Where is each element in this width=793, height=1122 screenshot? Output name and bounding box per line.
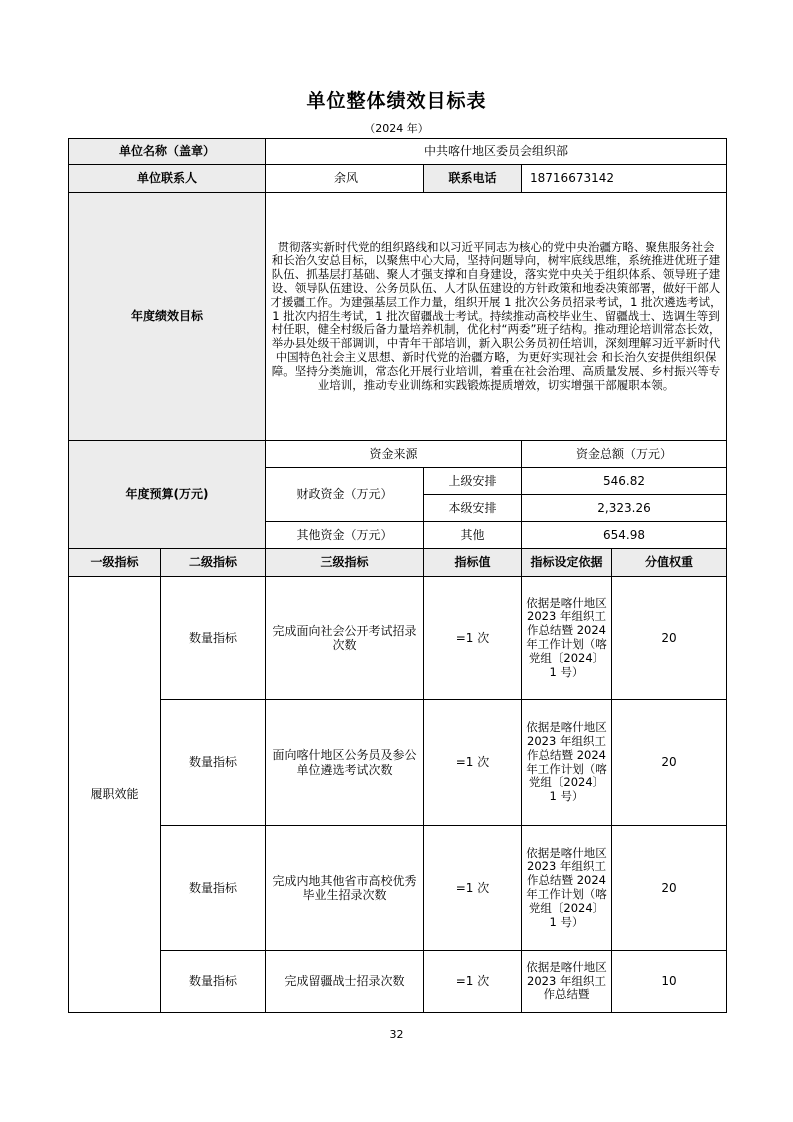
header-level3: 三级指标 <box>266 549 424 577</box>
level2-cell: 数量指标 <box>161 700 266 826</box>
table-row <box>69 577 727 700</box>
unit-name-value: 中共喀什地区委员会组织部 <box>266 139 727 165</box>
header-weight: 分值权重 <box>612 549 727 577</box>
contact-label: 单位联系人 <box>69 165 266 193</box>
other-label: 其他 <box>424 522 522 549</box>
page-title: 单位整体绩效目标表 <box>306 90 487 112</box>
upper-allocation-label: 上级安排 <box>424 468 522 495</box>
basis-cell: 依据是喀什地区 2023 年组织工作总结暨 <box>522 951 612 1013</box>
annual-goal-label: 年度绩效目标 <box>69 193 266 441</box>
level2-cell: 数量指标 <box>161 826 266 951</box>
level3-cell: 完成面向社会公开考试招录次数 <box>266 577 424 700</box>
level3-cell: 完成内地其他省市高校优秀毕业生招录次数 <box>266 826 424 951</box>
table-row <box>69 951 727 1013</box>
header-value: 指标值 <box>424 549 522 577</box>
header-level2: 二级指标 <box>161 549 266 577</box>
local-allocation-value: 2,323.26 <box>522 495 727 522</box>
level2-cell: 数量指标 <box>161 951 266 1013</box>
local-allocation-label: 本级安排 <box>424 495 522 522</box>
level2-cell: 数量指标 <box>161 577 266 700</box>
header-basis: 指标设定依据 <box>522 549 612 577</box>
basis-cell: 依据是喀什地区 2023 年组织工作总结暨 2024 年工作计划（喀党组〔2024〕1 号） <box>522 826 612 951</box>
basis-cell: 依据是喀什地区 2023 年组织工作总结暨 2024 年工作计划（喀党组〔2024〕1 号） <box>522 577 612 700</box>
value-cell: =1 次 <box>424 700 522 826</box>
other-value: 654.98 <box>522 522 727 549</box>
page-number: 32 <box>389 1028 404 1041</box>
performance-table <box>68 138 727 1013</box>
table-row <box>69 826 727 951</box>
year-label: （2024 年） <box>364 122 429 135</box>
level3-cell: 完成留疆战士招录次数 <box>266 951 424 1013</box>
weight-cell: 20 <box>612 577 727 700</box>
header-level1: 一级指标 <box>69 549 161 577</box>
level1-cell: 履职效能 <box>69 577 161 1013</box>
fund-source-header: 资金来源 <box>266 441 522 468</box>
value-cell: =1 次 <box>424 577 522 700</box>
value-cell: =1 次 <box>424 826 522 951</box>
weight-cell: 20 <box>612 826 727 951</box>
weight-cell: 20 <box>612 700 727 826</box>
upper-allocation-value: 546.82 <box>522 468 727 495</box>
basis-cell: 依据是喀什地区 2023 年组织工作总结暨 2024 年工作计划（喀党组〔2024〕1 号） <box>522 700 612 826</box>
budget-label: 年度预算(万元) <box>69 441 266 549</box>
fund-total-header: 资金总额（万元） <box>522 441 727 468</box>
annual-goal-text: 贯彻落实新时代党的组织路线和以习近平同志为核心的党中央治疆方略、聚焦服务社会 和长治久安总目标，以聚焦中心大局，坚持问题导向，树牢底线思维，系统推进优班子建队伍、抓基层打基础、聚人才强支撑和自身建设，落实党中央关于组织体系、领导班子建设、领导队伍建设、公务员队伍、人才队伍建设的方针政策和地委决策部署，做好干部人才援疆工作。为建强基层工作力量，组织开展 1 批次公务员招录考试，1 批次遴选考试，1 批次内招生考试，1 批次留疆战士考试。持续推动高校毕业生、留疆战士、选调生等到村任职，健全村级后备力量培养机制，优化村“两委”班子结构。推动理论培训常态长效，举办县处级干部调训，中青年干部培训，新入职公务员初任培训，深刻理解习近平新时代中国特色社会主义思想、新时代党的治疆方略，为更好实现社会 和长治久安提供组织保障。坚持分类施训，常态化开展行业培训，着重在社会治理、高质量发展、乡村振兴等专业培训，推动专业训练和实践锻炼提质增效，切实增强干部履职本领。 <box>266 193 727 441</box>
table-row <box>69 700 727 826</box>
fiscal-fund-label: 财政资金（万元） <box>266 468 424 522</box>
other-fund-label: 其他资金（万元） <box>266 522 424 549</box>
contact-name: 余风 <box>266 165 424 193</box>
unit-name-label: 单位名称（盖章） <box>69 139 266 165</box>
value-cell: =1 次 <box>424 951 522 1013</box>
weight-cell: 10 <box>612 951 727 1013</box>
level3-cell: 面向喀什地区公务员及参公单位遴选考试次数 <box>266 700 424 826</box>
phone-value: 18716673142 <box>522 165 727 193</box>
phone-label: 联系电话 <box>424 165 522 193</box>
